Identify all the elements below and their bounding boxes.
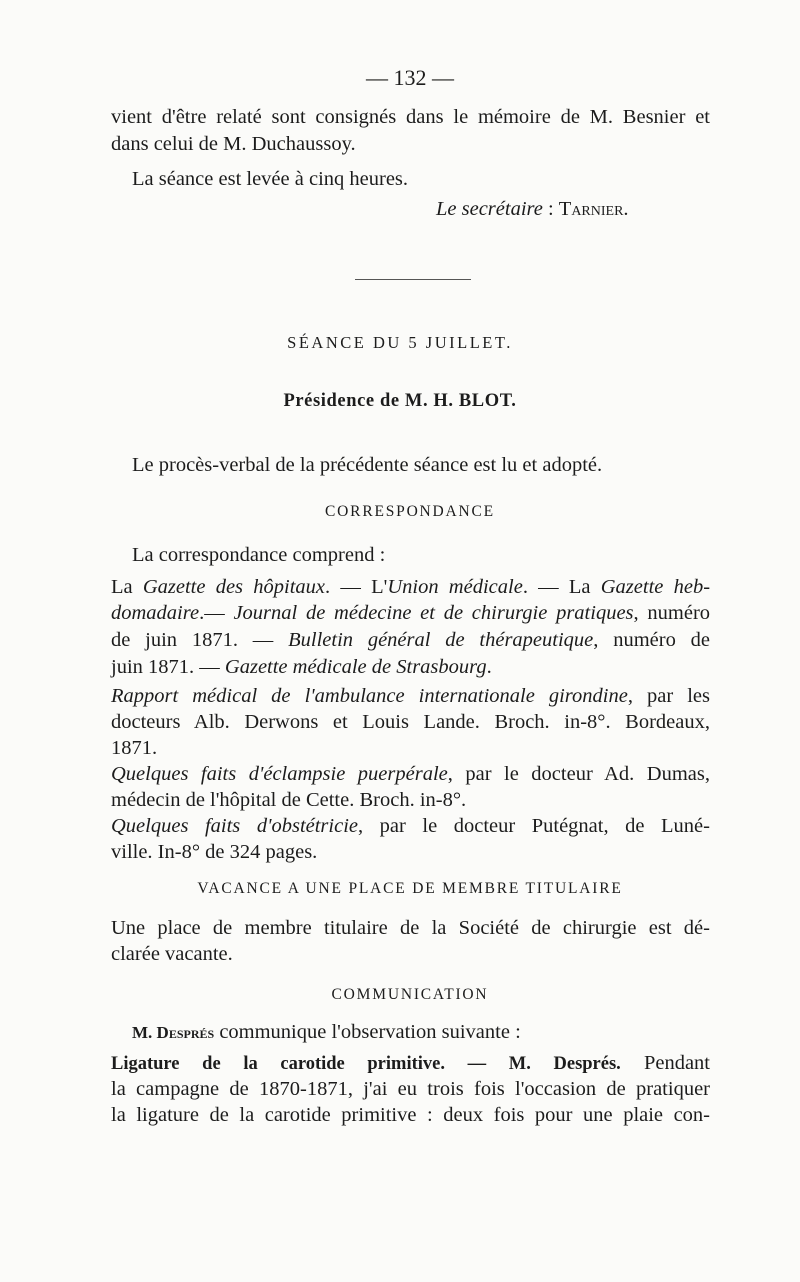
italic-title: Bulletin général de thérapeutique [288,629,594,651]
text-segment: de juin 1871. — [111,629,289,651]
speaker-name: M. Després [132,1023,215,1042]
text-line: dans celui de M. Duchaussoy. [111,133,356,155]
italic-title: Rapport médical de l'ambulance internationale girondine [111,685,628,707]
text-segment: , numéro [633,602,711,624]
italic-title: Quelques faits d'obstétricie [111,815,358,837]
text-segment: . — L' [325,576,388,598]
observation-title-line [111,1050,710,1078]
italic-title: Union médicale [387,576,523,598]
text-line: clarée vacante. [111,943,233,965]
text-line: ville. In-8° de 324 pages. [111,841,318,863]
italic-title: Journal de médecine et de chirurgie pratiques [233,602,634,624]
text-line: 1871. [111,737,158,759]
title-rest: Pendant [620,1052,711,1074]
text-line: La correspondance comprend : [132,544,386,566]
text-line: vient d'être relaté sont consignés dans le mémoire de M. Besnier et [111,106,710,128]
text-segment: juin 1871. — [111,656,225,678]
text-line: la campagne de 1870-1871, j'ai eu trois fois l'occasion de pratiquer [111,1078,710,1100]
text-segment: . — La [522,576,601,598]
text-line [132,1019,521,1046]
page-number: — 132 — [366,65,454,90]
text-line: docteurs Alb. Derwons et Louis Lande. Broch. in-8°. Bordeaux, [111,711,710,733]
session-heading: SÉANCE DU 5 JUILLET. [287,333,513,352]
vacance-heading: VACANCE A UNE PLACE DE MEMBRE TITULAIRE [197,880,623,897]
text-line: médecin de l'hôpital de Cette. Broch. in-8°. [111,789,467,811]
text-segment: , par le docteur Ad. Dumas, [447,763,710,785]
signature-separator: : [542,198,559,220]
italic-title: Gazette médicale de Strasbourg [224,656,487,678]
correspondance-heading: CORRESPONDANCE [325,503,495,520]
text-line: la ligature de la carotide primitive : deux fois pour une plaie con- [111,1104,710,1126]
text-segment: , numéro de [593,629,710,651]
text-segment: La [111,576,143,598]
text-line: Le procès-verbal de la précédente séance est lu et adopté. [132,454,603,476]
signature [436,196,629,223]
text-line [111,813,710,840]
presidence-line: Présidence de M. H. BLOT. [283,391,517,411]
text-line [111,627,710,654]
signature-prefix: Le secrétaire [436,198,543,220]
lead-text: communique l'observation suivante : [214,1021,521,1043]
observation-title: Ligature de la carotide primitive. — M. Després. [111,1054,621,1074]
communication-heading: COMMUNICATION [331,986,489,1003]
text-line [111,600,710,627]
text-line: Une place de membre titulaire de la Société de chirurgie est dé- [111,917,710,939]
text-segment: , par les [627,685,710,707]
italic-title: domadaire [111,602,200,624]
text-segment: . [486,656,492,678]
italic-title: Gazette des hôpitaux [142,576,326,598]
text-line [111,654,492,681]
text-segment: , par le docteur Putégnat, de Luné- [358,815,710,837]
signature-name: Tarnier. [558,198,629,220]
text-segment: .— [199,602,234,624]
text-line: La séance est levée à cinq heures. [132,168,409,190]
text-line [111,761,710,788]
italic-title: Quelques faits d'éclampsie puerpérale [111,763,448,785]
italic-title: Gazette heb- [600,576,711,598]
section-divider [355,279,471,280]
text-line [111,574,710,601]
text-line [111,683,710,710]
